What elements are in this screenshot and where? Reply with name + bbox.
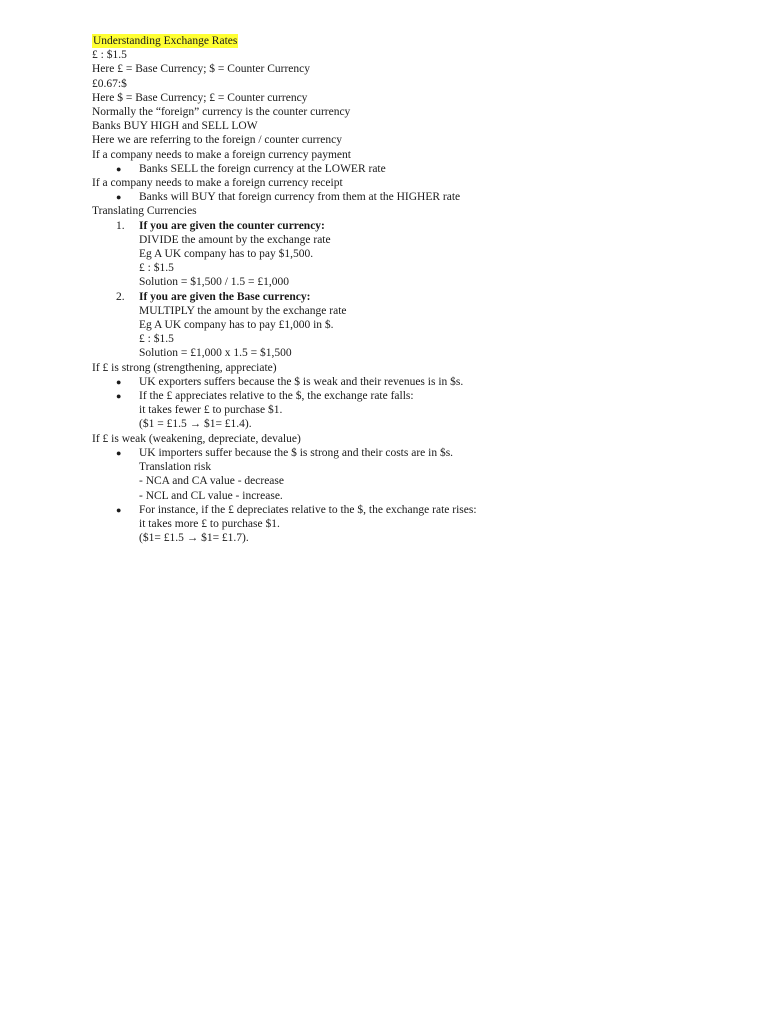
item-number: 1. xyxy=(116,219,125,232)
indented-line: it takes more £ to purchase $1. xyxy=(139,517,280,530)
bullet-text: UK importers suffer because the $ is strong and their costs are in $s. xyxy=(139,446,454,459)
indented-line: DIVIDE the amount by the exchange rate xyxy=(139,233,331,246)
indented-line: Eg A UK company has to pay $1,500. xyxy=(139,248,314,261)
text-line: Banks BUY HIGH and SELL LOW xyxy=(92,120,258,133)
indented-line: £ : $1.5 xyxy=(139,333,174,346)
bullet-item xyxy=(92,503,732,517)
bullet-text: If the £ appreciates relative to the $, the exchange rate falls: xyxy=(139,390,414,403)
indented-line: - NCA and CA value - decrease xyxy=(139,475,284,488)
indented-line: Solution = £1,000 x 1.5 = $1,500 xyxy=(139,347,292,360)
bullet-icon: ● xyxy=(116,504,122,515)
text-line: £ : $1.5 xyxy=(92,49,127,62)
indented-line: Eg A UK company has to pay £1,000 in $. xyxy=(139,319,334,332)
document-page xyxy=(92,34,732,545)
bullet-icon: ● xyxy=(116,391,122,402)
bullet-text: Banks SELL the foreign currency at the LOWER rate xyxy=(139,162,386,175)
indented-line: - NCL and CL value - increase. xyxy=(139,489,283,502)
bullet-item xyxy=(92,389,732,403)
bullet-item xyxy=(92,375,732,389)
item-number: 2. xyxy=(116,290,125,303)
text-line: If £ is strong (strengthening, appreciate) xyxy=(92,361,277,374)
bullet-icon: ● xyxy=(116,376,122,387)
indented-line: ($1= £1.5 → $1= £1.7). xyxy=(139,532,249,545)
text-line: Translating Currencies xyxy=(92,205,197,218)
text-line: If a company needs to make a foreign currency receipt xyxy=(92,177,343,190)
text-line: Normally the “foreign” currency is the counter currency xyxy=(92,106,351,119)
bullet-icon: ● xyxy=(116,163,122,174)
item-heading: If you are given the Base currency: xyxy=(139,290,311,303)
text-line: Here £ = Base Currency; $ = Counter Currency xyxy=(92,63,310,76)
text-line: £0.67:$ xyxy=(92,77,127,90)
bullet-text: For instance, if the £ depreciates relative to the $, the exchange rate rises: xyxy=(139,503,477,516)
bullet-item xyxy=(92,446,732,460)
title-line xyxy=(92,34,732,48)
text-line: Here we are referring to the foreign / counter currency xyxy=(92,134,342,147)
bullet-text: UK exporters suffers because the $ is weak and their revenues is in $s. xyxy=(139,375,464,388)
indented-line: it takes fewer £ to purchase $1. xyxy=(139,404,283,417)
indented-line: MULTIPLY the amount by the exchange rate xyxy=(139,304,347,317)
bullet-icon: ● xyxy=(116,192,122,203)
document-title: Understanding Exchange Rates xyxy=(93,35,238,47)
text-line: If a company needs to make a foreign currency payment xyxy=(92,148,351,161)
item-heading: If you are given the counter currency: xyxy=(139,219,325,232)
indented-line: Solution = $1,500 / 1.5 = £1,000 xyxy=(139,276,290,289)
numbered-item xyxy=(92,219,732,233)
numbered-item xyxy=(92,290,732,304)
text-line: If £ is weak (weakening, depreciate, devalue) xyxy=(92,432,301,445)
text-line: Here $ = Base Currency; £ = Counter currency xyxy=(92,91,308,104)
bullet-item xyxy=(92,190,732,204)
indented-line: ($1 = £1.5 → $1= £1.4). xyxy=(139,418,252,431)
bullet-icon: ● xyxy=(116,447,122,458)
indented-line: Translation risk xyxy=(139,461,212,474)
indented-line: £ : $1.5 xyxy=(139,262,174,275)
bullet-text: Banks will BUY that foreign currency from them at the HIGHER rate xyxy=(139,191,461,204)
bullet-item xyxy=(92,162,732,176)
